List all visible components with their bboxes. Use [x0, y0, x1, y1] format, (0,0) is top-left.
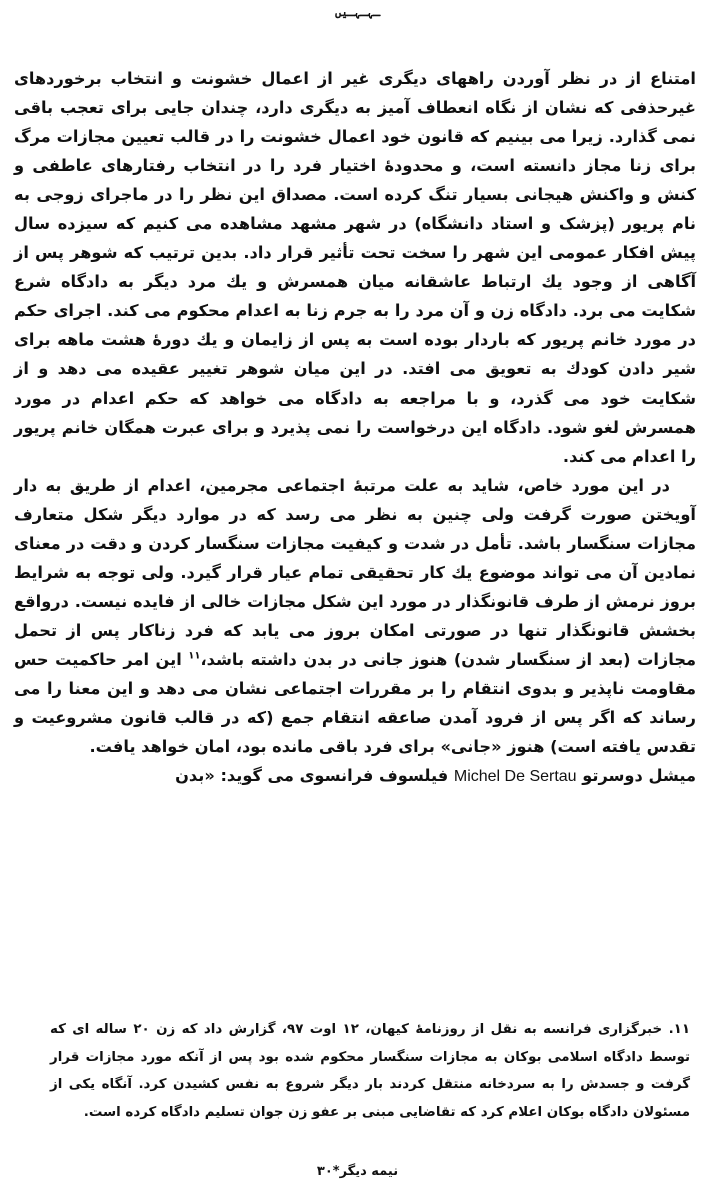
paragraph-3-part-2: فیلسوف فرانسوی می گوید: «بدن	[175, 766, 449, 786]
header-mark: ـہـہـیں	[334, 6, 381, 19]
paragraph-1: امتناع از در نظر آوردن راههای دیگری غیر از اعمال خشونت و انتخاب برخوردهای غیرحذفی که نشان از نگاه انعطاف آمیز به دیگری دارد، چندان جایی برای تعجب باقی نمی گذارد. زیرا می بینیم که قانون خود اعمال خشونت را در قالب تعیین مجازات مرگ برای زنا مجاز دانسته است، و محدودهٔ اختیار فرد را در انتخاب رفتارهای عاطفی و کنش و واکنش هیجانی بسیار تنگ کرده است. مصداق این نظر را در ماجرای زوجی به نام پریور (پزشک و استاد دانشگاه) در شهر مشهد مشاهده می کنیم که سیزده سال پیش افکار عمومی این شهر را سخت تحت تأثیر قرار داد. بدین ترتیب که شوهر پس از آگاهی از وجود یك ارتباط عاشقانه میان همسرش و یك مرد دیگر به دادگاه شرع شکایت می برد. دادگاه زن و آن مرد را به جرم زنا به اعدام محکوم می کند. اجرای حکم در مورد خانم پریور که باردار بوده است به پس از زایمان و یك دورهٔ هشت ماهه برای شیر دادن کودك به تعویق می افتد. در این میان شوهر تغییر عقیده می دهد و از شکایت خود می گذرد، و با مراجعه به دادگاه می خواهد که حکم اعدام در مورد همسرش لغو شود. دادگاه این درخواست را نمی پذیرد و برای عبرت همگان خانم پریور را اعدام می کند.	[14, 69, 696, 466]
latin-name: Michel De Sertau	[453, 768, 577, 786]
footnote: ۱۱. خبرگزاری فرانسه به نقل از روزنامهٔ کیهان، ۱۲ اوت ۹۷، گزارش داد که زن ۲۰ ساله ای که توسط دادگاه اسلامی بوکان به مجازات سنگسار محکوم شده بود پس از آنکه مورد مجازات قرار گرفت و جسدش را به سردخانه منتقل کردند بار دیگر شروع به نفس کشیدن کرد. آنگاه یکی از مسئولان دادگاه بوکان اعلام کرد که تقاضایی مبنی بر عفو زن جوان تسلیم دادگاه کرده است.	[50, 1022, 691, 1120]
paragraph-2	[14, 471, 696, 761]
paragraph-3	[14, 761, 696, 791]
paragraph-2-part-2: این امر حاکمیت حس مقاومت ناپذیر و بدوی انتقام را بر مقررات اجتماعی نشان می دهد و این معنا را می رساند که اگر پس از فرود آمدن صاعقه انتقام جمع (که در قالب قانون مشروعیت و تقدس یافته است) هنوز «جانی» برای فرد باقی مانده بود، امان خواهد یافت.	[14, 649, 696, 757]
page-number: نیمه دیگر*۳۰	[316, 1164, 399, 1179]
paragraph-3-part-1: میشل دوسرتو	[582, 766, 696, 786]
paragraph-2-part-1: در این مورد خاص، شاید به علت مرتبهٔ اجتماعی مجرمین، اعدام از طریق به دار آویختن صورت گرفت ولی چنین به نظر می رسد که در موارد دیگر شکل متعارف مجازات سنگسار باشد. تأمل در شدت و کیفیت مجازات سنگسار کردن و دقت در معنای نمادین آن می تواند موضوع یك کار تحقیقی تمام عیار قرار گیرد. ولی توجه به شرایط بروز نرمش از طرف قانونگذار در مورد این شکل مجازات خالی از فایده نیست. درواقع بخشش قانونگذار تنها در صورتی امکان بروز می یابد که فرد زناکار پس از تحمل مجازات (بعد از سنگسار شدن) هنوز جانی در بدن داشته باشد،	[14, 475, 697, 669]
footnote-reference: ۱۱	[188, 650, 201, 662]
body-text	[14, 64, 696, 791]
